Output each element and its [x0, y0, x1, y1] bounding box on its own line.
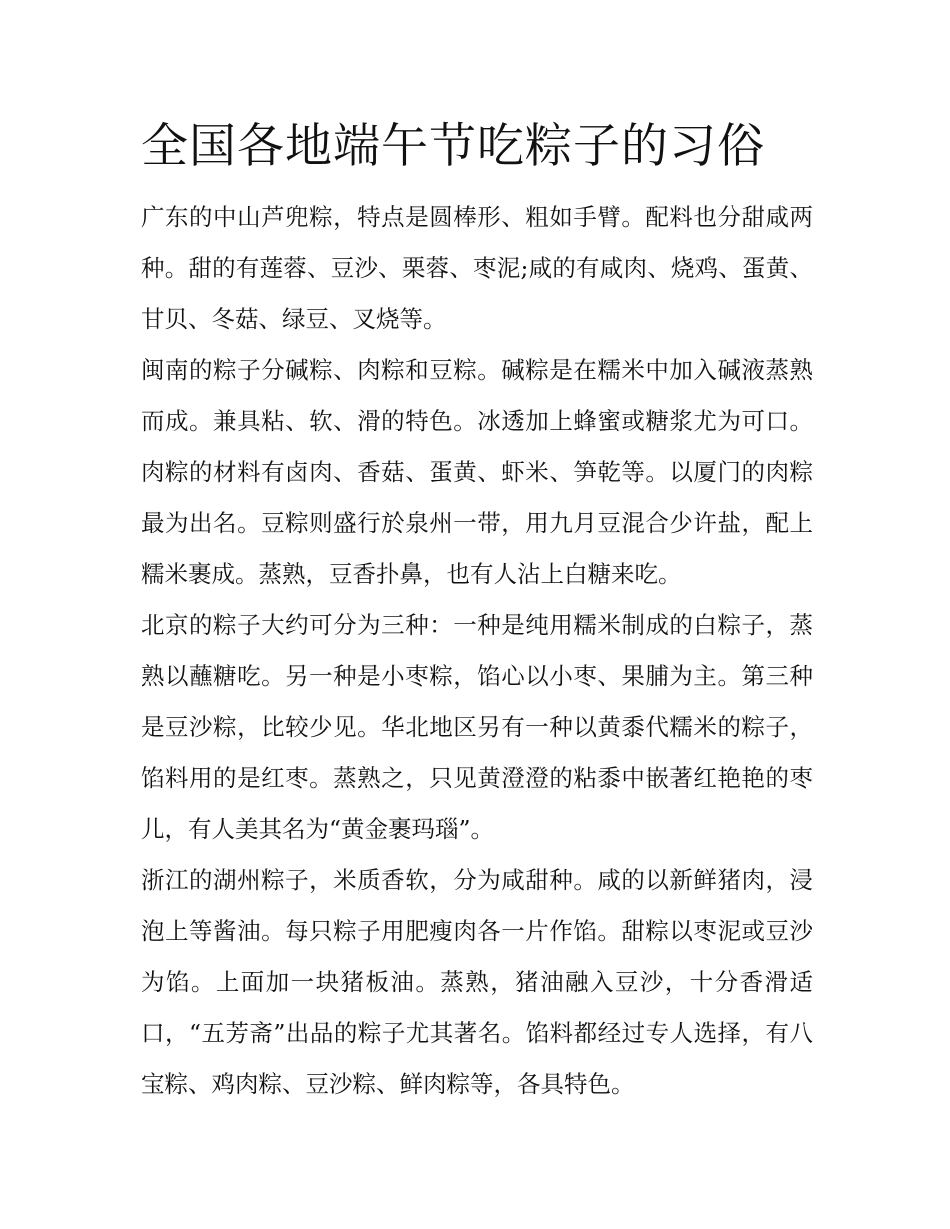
paragraph-minnan: 闽南的粽子分碱粽、肉粽和豆粽。碱粽是在糯米中加入碱液蒸熟而成。兼具粘、软、滑的特色。冰透加上蜂蜜或糖浆尤为可口。肉粽的材料有卤肉、香菇、蛋黄、虾米、笋乾等。以厦门的肉粽最为出名。豆粽则盛行於泉州一带，用九月豆混合少许盐，配上糯米裹成。蒸熟，豆香扑鼻，也有人沾上白糖来吃。 [141, 356, 813, 588]
paragraph-guangdong: 广东的中山芦兜粽，特点是圆棒形、粗如手臂。配料也分甜咸两种。甜的有莲蓉、豆沙、栗蓉、枣泥;咸的有咸肉、烧鸡、蛋黄、甘贝、冬菇、绿豆、叉烧等。 [141, 203, 813, 333]
document-title: 全国各地端午节吃粽子的习俗 [141, 119, 765, 174]
paragraph-beijing: 北京的粽子大约可分为三种：一种是纯用糯米制成的白粽子，蒸熟以蘸糖吃。另一种是小枣粽，馅心以小枣、果脯为主。第三种是豆沙粽，比较少见。华北地区另有一种以黄黍代糯米的粽子，馅料用的是红枣。蒸熟之，只见黄澄澄的粘黍中嵌著红艳艳的枣儿，有人美其名为“黄金裹玛瑙”。 [141, 611, 813, 843]
document-page [141, 110, 813, 1110]
paragraph-zhejiang: 浙江的湖州粽子，米质香软，分为咸甜种。咸的以新鲜猪肉，浸泡上等酱油。每只粽子用肥瘦肉各一片作馅。甜粽以枣泥或豆沙为馅。上面加一块猪板油。蒸熟，猪油融入豆沙，十分香滑适口，“五芳斋”出品的粽子尤其著名。馅料都经过专人选择，有八宝粽、鸡肉粽、豆沙粽、鲜肉粽等，各具特色。 [141, 866, 813, 1098]
